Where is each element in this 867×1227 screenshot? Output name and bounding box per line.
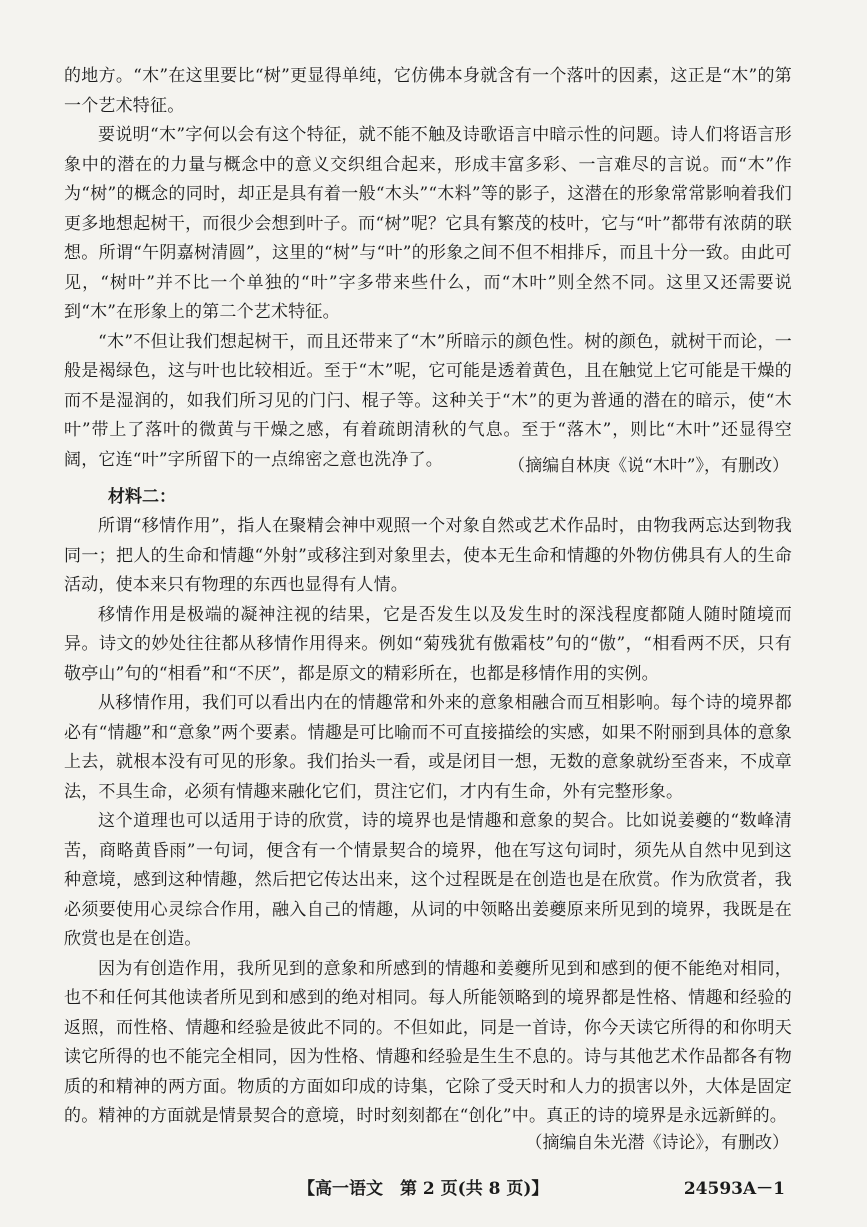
paragraph: 所谓“移情作用”，指人在聚精会神中观照一个对象自然或艺术作品时，由物我两忘达到物我同一；把人的生命和情趣“外射”或移注到对象里去，使本无生命和情趣的外物仿佛具有人的生命活动，使本来只有物理的东西也显得有人情。 bbox=[64, 516, 792, 595]
paragraph: “木”不但让我们想起树干，而且还带来了“木”所暗示的颜色性。树的颜色，就树干而论，一般是褐绿色，这与叶也比较相近。至于“木”呢，它可能是透着黄色，且在触觉上它可能是干燥的而不是湿润的，如我们所习见的门闩、棍子等。这种关于“木”的更为普通的潜在的暗示，使“木叶”带上了落叶的微黄与干燥之感，有着疏朗清秋的气息。至于“落木”，则比“木叶”还显得空阔，它连“叶”字所留下的一点绵密之意也洗净了。 bbox=[64, 331, 792, 470]
paragraph: 从移情作用，我们可以看出内在的情趣常和外来的意象相融合而互相影响。每个诗的境界都必有“情趣”和“意象”两个要素。情趣是可比喻而不可直接描绘的实感，如果不附丽到具体的意象上去，就根本没有可见的形象。我们抬头一看，或是闭目一想，无数的意象就纷至沓来，不成章法，不具生命，必须有情趣来融化它们，贯注它们，才内有生命，外有完整形象。 bbox=[64, 693, 792, 802]
material-two-heading: 材料二： bbox=[108, 487, 176, 507]
paragraph-continued: 的地方。“木”在这里要比“树”更显得单纯，它仿佛本身就含有一个落叶的因素，这正是“木”的第一个艺术特征。 bbox=[64, 66, 792, 116]
footer-page-label: 【高一语文 第 2 页(共 8 页)】 bbox=[298, 1179, 549, 1199]
paragraph: 移情作用是极端的凝神注视的结果，它是否发生以及发生时的深浅程度都随人随时随境而异。诗文的妙处往往都从移情作用得来。例如“菊残犹有傲霜枝”句的“傲”，“相看两不厌，只有敬亭山”句的“相看”和“不厌”，都是原文的精彩所在，也都是移情作用的实例。 bbox=[64, 604, 792, 684]
source-citation-1: （摘编自林庚《说“木叶”》，有删改） bbox=[508, 456, 789, 476]
paragraph: 因为有创造作用，我所见到的意象和所感到的情趣和姜夔所见到和感到的便不能绝对相同，也不和任何其他读者所见到和感到的绝对相同。每人所能领略到的境界都是性格、情趣和经验的返照，而性格、情趣和经验是彼此不同的。不但如此，同是一首诗，你今天读它所得的和你明天读它所得的也不能完全相同，因为性格、情趣和经验是生生不息的。诗与其他艺术作品都各有物质的和精神的两方面。物质的方面如印成的诗集，它除了受天时和人力的损害以外，大体是固定的。精神的方面就是情景契合的意境，时时刻刻都在“创化”中。真正的诗的境界是永远新鲜的。 bbox=[64, 958, 792, 1126]
material-two-body bbox=[64, 512, 792, 1132]
page-footer bbox=[0, 1174, 867, 1204]
footer-exam-code: 24593A－1 bbox=[683, 1179, 785, 1199]
paragraph: 这个道理也可以适用于诗的欣赏，诗的境界也是情趣和意象的契合。比如说姜夔的“数峰清苦，商略黄昏雨”一句词，便含有一个情景契合的境界，他在写这句词时，须先从自然中见到这种意境，感到这种情趣，然后把它传达出来，这个过程既是在创造也是在欣赏。作为欣赏者，我必须要使用心灵综合作用，融入自己的情趣，从词的中领略出姜夔原来所见到的境界，我既是在欣赏也是在创造。 bbox=[64, 811, 792, 949]
material-one-continuation bbox=[64, 62, 792, 475]
paragraph: 要说明“木”字何以会有这个特征，就不能不触及诗歌语言中暗示性的问题。诗人们将语言形象中的潜在的力量与概念中的意义交织组合起来，形成丰富多彩、一言难尽的言说。而“木”作为“树”的概念的同时，却正是具有着一般“木头”“木料”等的影子，这潜在的形象常常影响着我们更多地想起树干，而很少会想到叶子。而“树”呢？它具有繁茂的枝叶，它与“叶”都带有浓荫的联想。所谓“午阴嘉树清圆”，这里的“树”与“叶”的形象之间不但不相排斥，而且十分一致。由此可见，“树叶”并不比一个单独的“叶”字多带来些什么，而“木叶”则全然不同。这里又还需要说到“木”在形象上的第二个艺术特征。 bbox=[64, 125, 792, 322]
source-citation-2: （摘编自朱光潜《诗论》，有删改） bbox=[525, 1133, 789, 1153]
